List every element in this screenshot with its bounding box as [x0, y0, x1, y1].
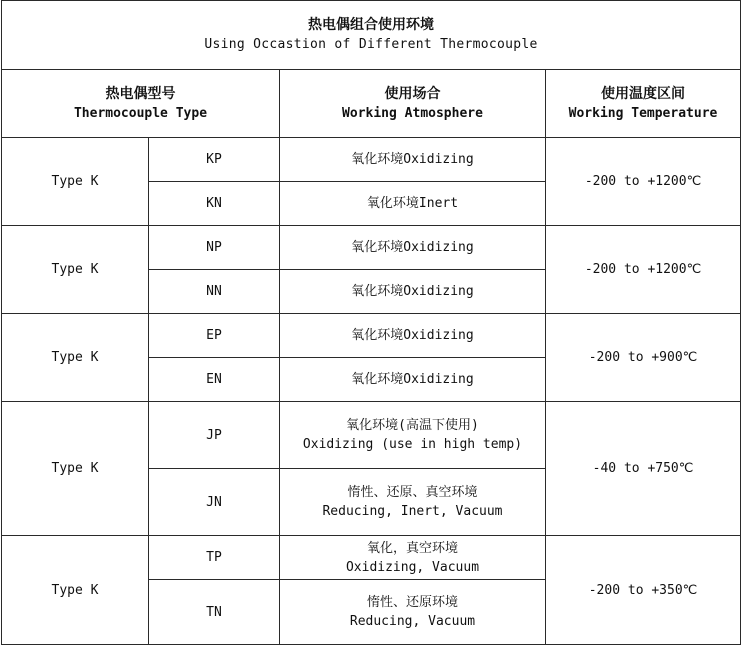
atmosphere-line: 氧化，真空环境 — [366, 540, 458, 556]
header-type-cn: 热电偶型号 — [105, 85, 176, 102]
title-cn: 热电偶组合使用环境 — [308, 17, 434, 33]
thermocouple-table — [1, 0, 741, 645]
atmosphere-cell — [280, 402, 546, 469]
atmosphere-cell — [280, 182, 546, 226]
header-type — [2, 70, 280, 138]
type-cell: Type K — [2, 314, 149, 402]
atmosphere-line: Oxidizing (use in high temp) — [302, 437, 523, 452]
table-row — [2, 402, 741, 469]
atmosphere-line: 氧化环境Inert — [366, 196, 459, 211]
temperature-cell: -200 to +1200℃ — [546, 226, 741, 314]
temperature-cell: -200 to +1200℃ — [546, 138, 741, 226]
atmosphere-cell — [280, 358, 546, 402]
atmosphere-line: 惰性、还原、真空环境 — [347, 485, 478, 500]
atmosphere-line: 氧化环境Oxidizing — [351, 240, 474, 255]
title-en: Using Occastion of Different Thermocouple — [204, 37, 538, 52]
atmosphere-line: 氧化环境(高温下使用) — [346, 418, 479, 433]
atmosphere-cell — [280, 469, 546, 536]
table-row — [2, 536, 741, 580]
atmosphere-cell — [280, 580, 546, 645]
code-cell: EP — [149, 314, 280, 358]
atmosphere-line: 氧化环境Oxidizing — [351, 284, 474, 299]
table-row — [2, 138, 741, 182]
atmosphere-line: 惰性、还原环境 — [366, 595, 458, 610]
temperature-cell: -40 to +750℃ — [546, 402, 741, 536]
atmosphere-cell — [280, 138, 546, 182]
code-cell: KN — [149, 182, 280, 226]
temperature-cell: -200 to +900℃ — [546, 314, 741, 402]
code-cell: TN — [149, 580, 280, 645]
header-atmosphere-cn: 使用场合 — [384, 85, 441, 102]
table-title — [2, 1, 741, 70]
atmosphere-line: 氧化环境Oxidizing — [351, 152, 474, 167]
code-cell: TP — [149, 536, 280, 580]
atmosphere-line: Reducing, Inert, Vacuum — [322, 504, 503, 519]
atmosphere-line: 氧化环境Oxidizing — [351, 372, 474, 387]
header-atmosphere-en: Working Atmosphere — [342, 105, 483, 121]
atmosphere-cell — [280, 226, 546, 270]
type-cell: Type K — [2, 226, 149, 314]
atmosphere-cell — [280, 314, 546, 358]
code-cell: JP — [149, 402, 280, 469]
type-cell: Type K — [2, 536, 149, 645]
code-cell: NP — [149, 226, 280, 270]
atmosphere-line: 氧化环境Oxidizing — [351, 328, 474, 343]
header-row — [2, 70, 741, 138]
atmosphere-cell — [280, 536, 546, 580]
atmosphere-line: Reducing, Vacuum — [349, 614, 476, 629]
title-row — [2, 1, 741, 70]
code-cell: KP — [149, 138, 280, 182]
type-cell: Type K — [2, 138, 149, 226]
table-row — [2, 226, 741, 270]
header-temperature-en: Working Temperature — [568, 105, 718, 121]
code-cell: EN — [149, 358, 280, 402]
header-temperature — [546, 70, 741, 138]
header-temperature-cn: 使用温度区间 — [601, 85, 685, 102]
header-atmosphere — [280, 70, 546, 138]
atmosphere-cell — [280, 270, 546, 314]
temperature-cell: -200 to +350℃ — [546, 536, 741, 645]
header-type-en: Thermocouple Type — [73, 105, 208, 121]
table-row — [2, 314, 741, 358]
code-cell: NN — [149, 270, 280, 314]
atmosphere-line: Oxidizing, Vacuum — [345, 559, 480, 575]
type-cell: Type K — [2, 402, 149, 536]
code-cell: JN — [149, 469, 280, 536]
